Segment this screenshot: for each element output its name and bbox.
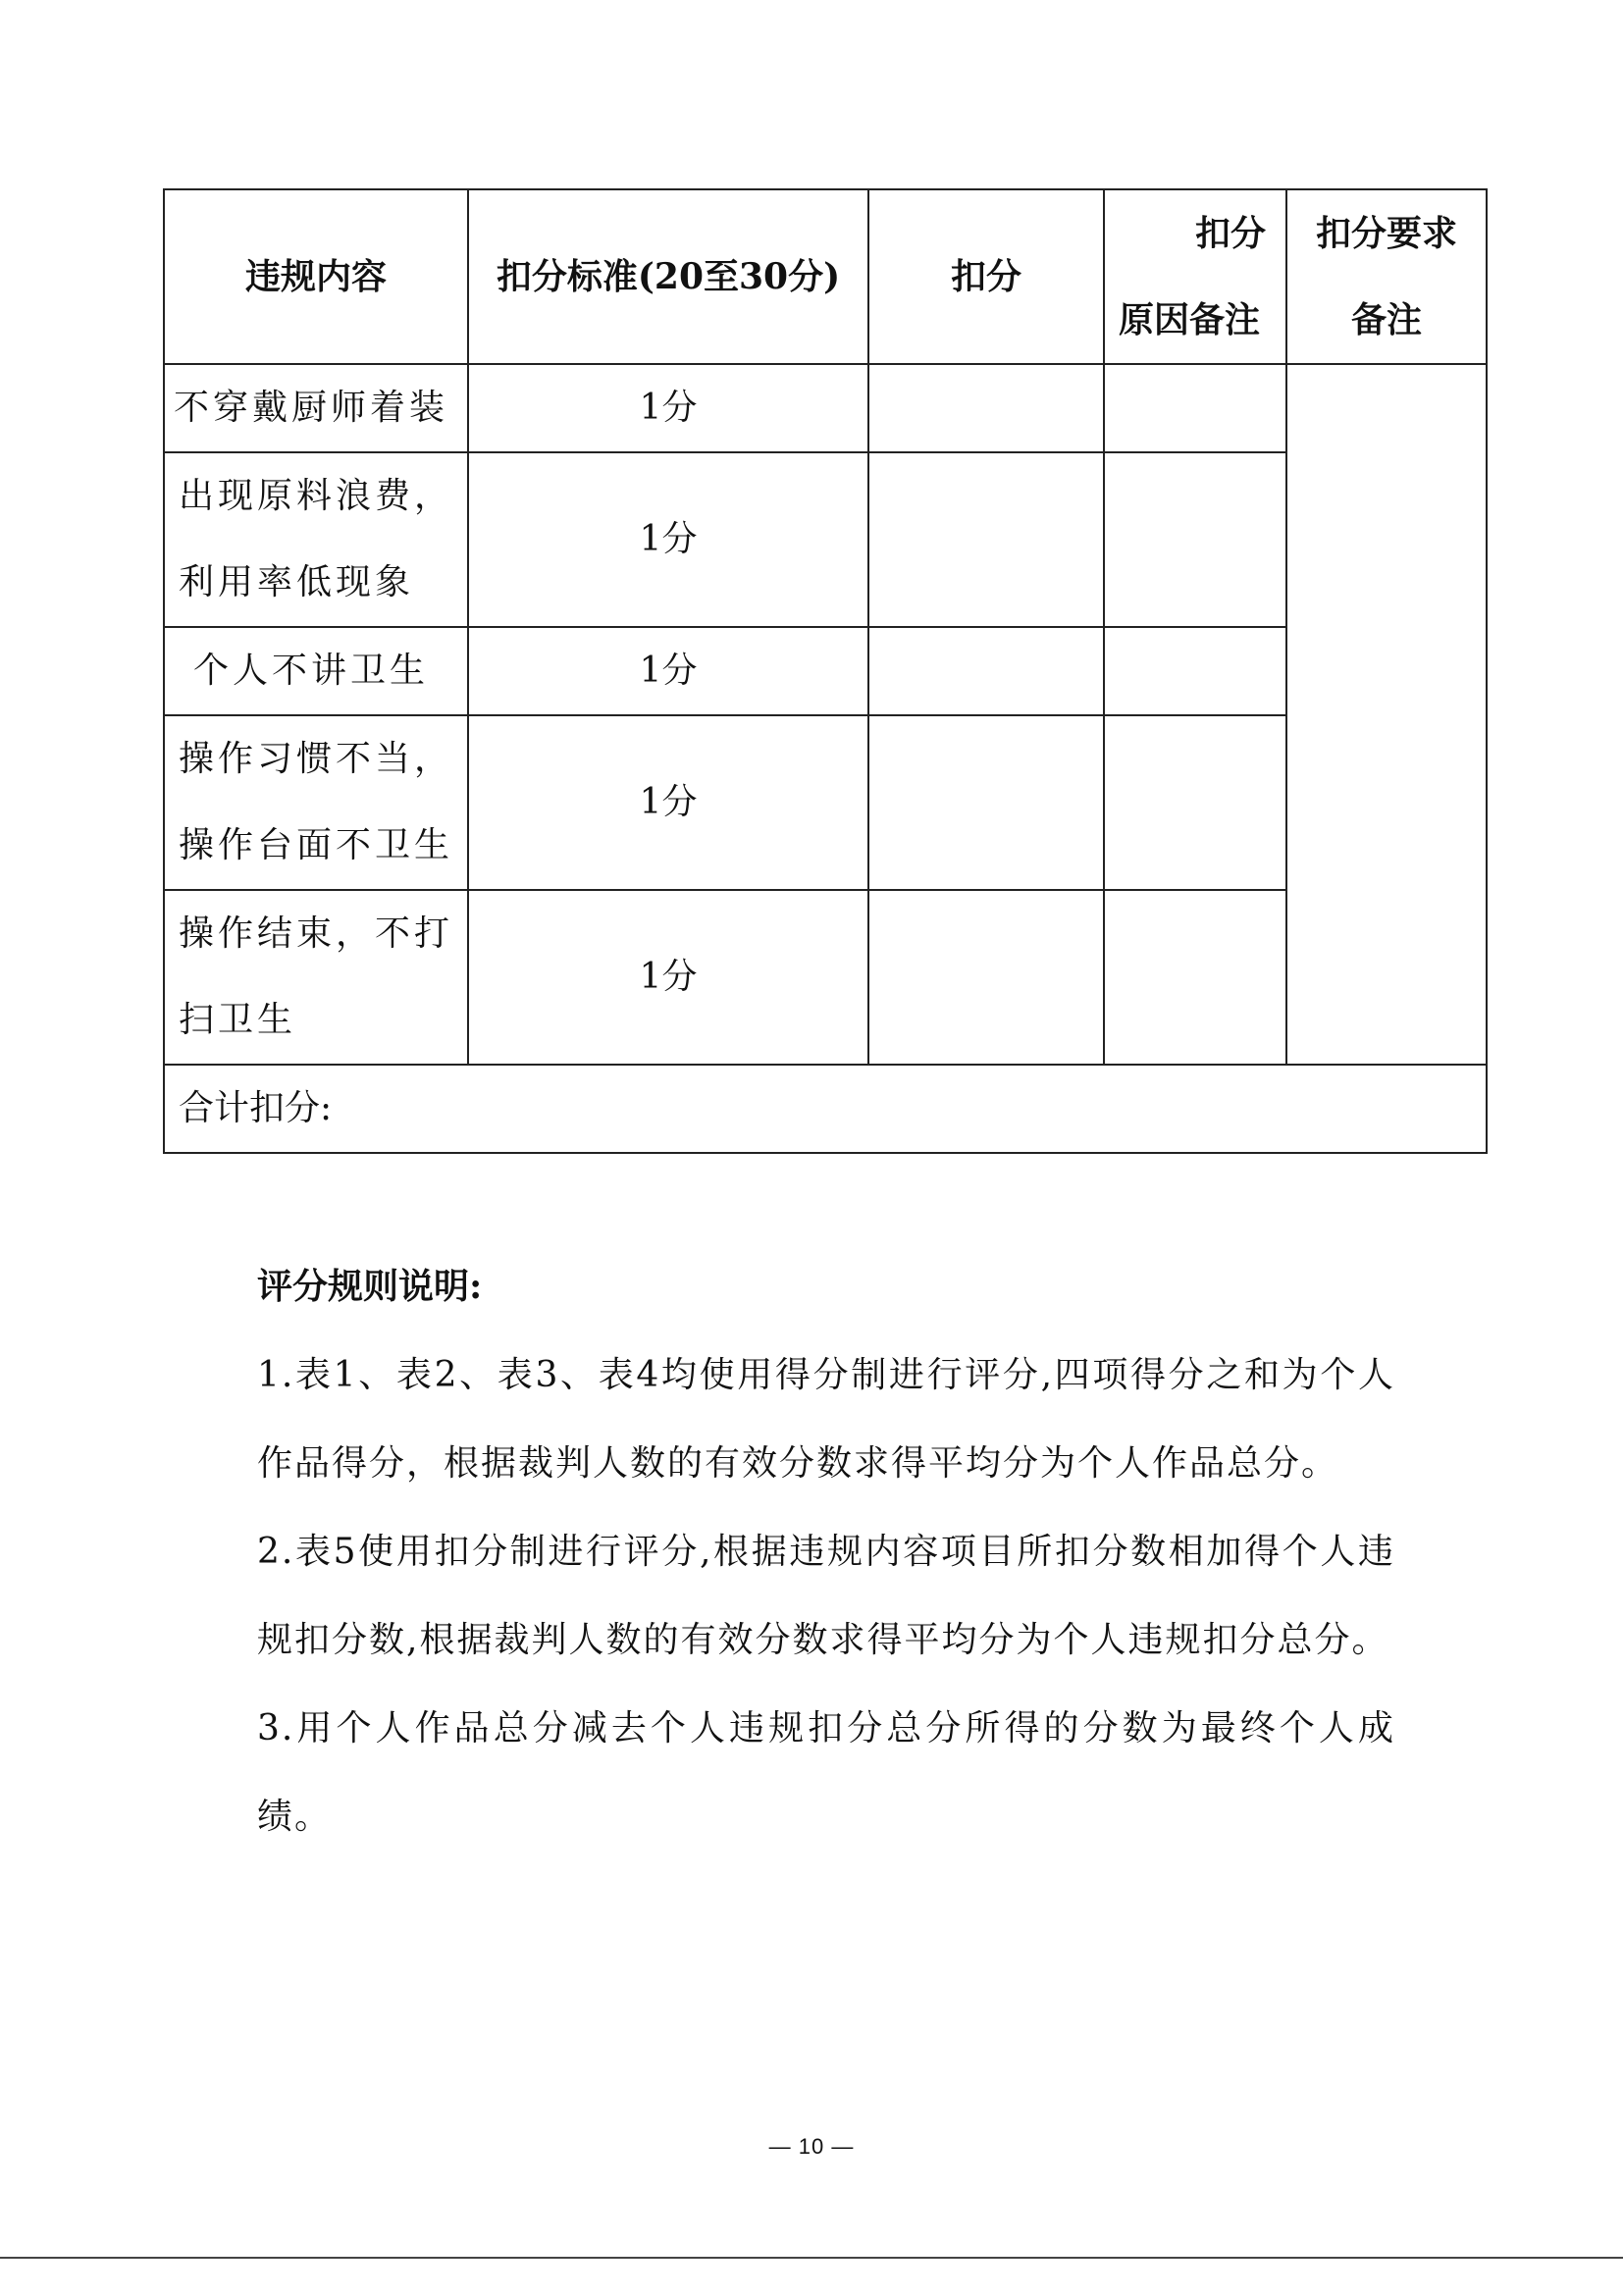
- requirement-notes-cell: [1286, 364, 1487, 1065]
- row-content-text: 操作结束，不打扫卫生: [179, 913, 454, 1040]
- row-standard: 1分: [468, 715, 868, 890]
- row-standard: 1分: [468, 890, 868, 1065]
- row-content: [164, 627, 468, 715]
- penalty-table: [163, 188, 1488, 1154]
- header-deduction: 扣分: [868, 189, 1104, 364]
- scoring-rules: [257, 1241, 1395, 1861]
- row-reason-cell: [1104, 452, 1286, 627]
- row-content-text: 操作习惯不当，操作台面不卫生: [179, 739, 454, 865]
- header-requirement-line2: 备注: [1350, 299, 1422, 340]
- scoring-rules-title: 评分规则说明:: [257, 1266, 483, 1307]
- row-deduction-cell: [868, 452, 1104, 627]
- header-requirement-line1: 扣分要求: [1315, 213, 1457, 254]
- header-standard: 扣分标准(20至30分): [468, 189, 868, 364]
- row-reason-cell: [1104, 627, 1286, 715]
- table-row: [164, 364, 1487, 452]
- row-standard: 1分: [468, 452, 868, 627]
- row-content-text: 出现原料浪费，利用率低现象: [179, 476, 454, 602]
- row-reason-cell: [1104, 364, 1286, 452]
- header-reason: [1104, 189, 1286, 364]
- row-reason-cell: [1104, 890, 1286, 1065]
- row-content-text: 不穿戴厨师着装: [173, 388, 448, 428]
- bottom-divider: [0, 2257, 1623, 2259]
- row-deduction-cell: [868, 890, 1104, 1065]
- row-deduction-cell: [868, 627, 1104, 715]
- header-reason-line2: 原因备注: [1119, 299, 1261, 340]
- row-content: [164, 364, 468, 452]
- scoring-rule-1: 1.表1、表2、表3、表4均使用得分制进行评分,四项得分之和为个人作品得分，根据裁判人数的有效分数求得平均分为个人作品总分。: [257, 1355, 1395, 1484]
- row-content-text: 个人不讲卫生: [192, 651, 429, 691]
- page-number: — 10 —: [768, 2134, 855, 2159]
- scoring-rule-2: 2.表5使用扣分制进行评分,根据违规内容项目所扣分数相加得个人违规扣分数,根据裁判人数的有效分数求得平均分为个人违规扣分总分。: [257, 1532, 1395, 1660]
- row-content: [164, 452, 468, 627]
- total-deduction-label: 合计扣分:: [164, 1065, 1487, 1153]
- row-deduction-cell: [868, 364, 1104, 452]
- row-reason-cell: [1104, 715, 1286, 890]
- table-header-row: [164, 189, 1487, 364]
- header-reason-line1: 扣分: [1194, 213, 1266, 254]
- header-requirement: [1286, 189, 1487, 364]
- row-content: [164, 890, 468, 1065]
- scoring-rule-3: 3.用个人作品总分减去个人违规扣分总分所得的分数为最终个人成绩。: [257, 1708, 1395, 1837]
- total-row: [164, 1065, 1487, 1153]
- row-content: [164, 715, 468, 890]
- row-deduction-cell: [868, 715, 1104, 890]
- row-standard: 1分: [468, 627, 868, 715]
- row-standard: 1分: [468, 364, 868, 452]
- header-content: 违规内容: [164, 189, 468, 364]
